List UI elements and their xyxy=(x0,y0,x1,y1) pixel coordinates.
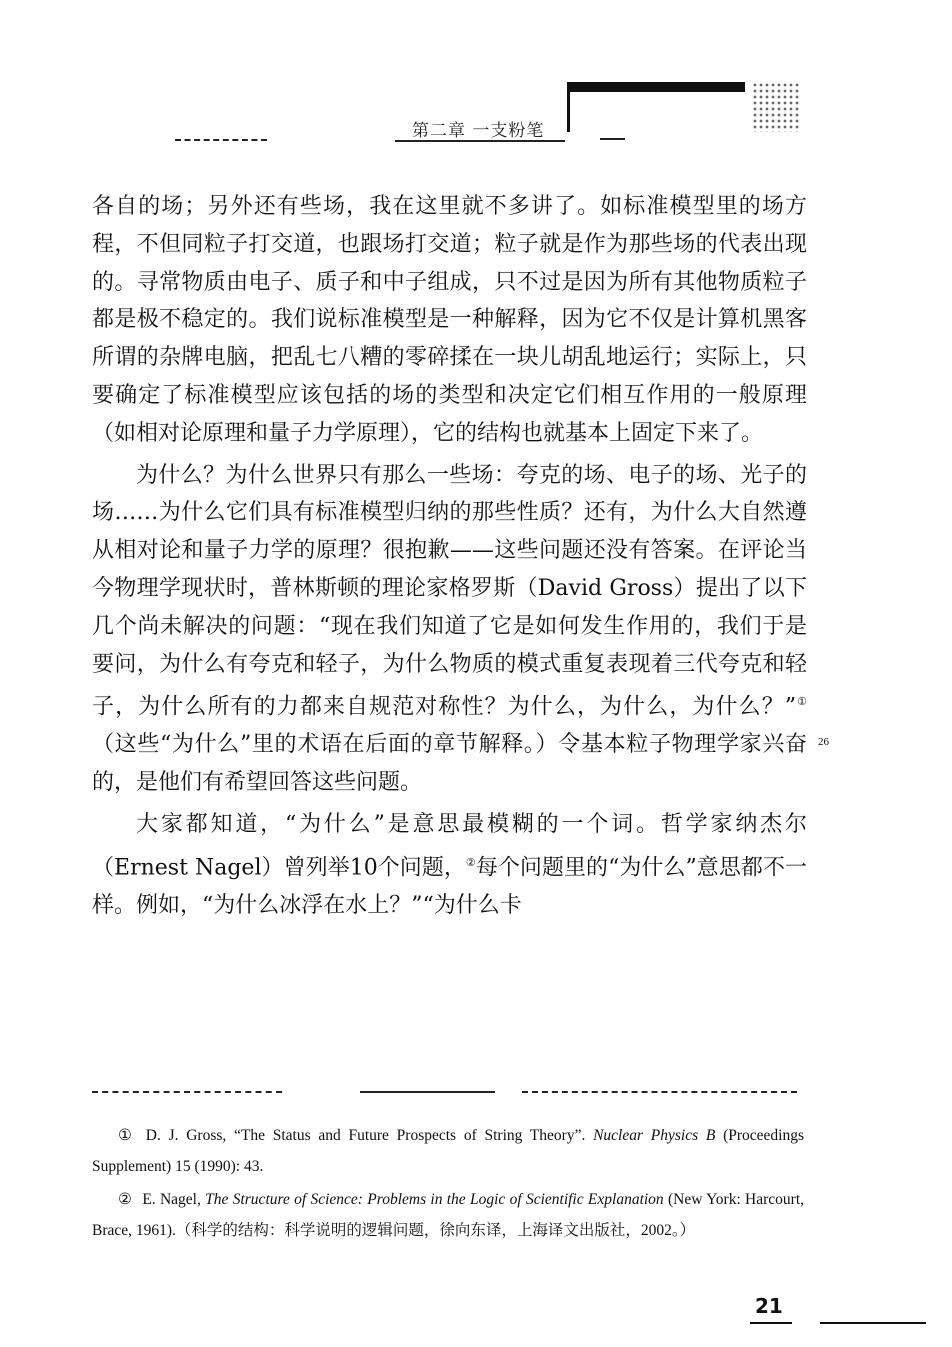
footnote-rule-3 xyxy=(522,1091,797,1093)
footnote-1-text-a: D. J. Gross, “The Status and Future Prospects of String Theory”. xyxy=(145,1127,586,1144)
decorative-bar xyxy=(567,82,745,92)
paragraph-3-text: 大家都知道，“为什么”是意思最模糊的一个词。哲学家纳杰尔（Ernest Nagel）曾列举10个问题， xyxy=(92,812,807,881)
paragraph-3-tail: 每个问题里的“为什么”意思都不一样。例如，“为什么冰浮在水上？”“为什么卡 xyxy=(92,855,807,918)
body-text xyxy=(92,188,807,925)
footnote-1-journal: Nuclear Physics B xyxy=(593,1127,716,1144)
paragraph-1: 各自的场；另外还有些场，我在这里就不多讲了。如标准模型里的场方程，不但同粒子打交道，也跟场打交道；粒子就是作为那些场的代表出现的。寻常物质由电子、质子和中子组成，只不过是因为所有其他物质粒子都是极不稳定的。我们说标准模型是一种解释，因为它不仅是计算机黑客所谓的杂牌电脑，把乱七八糟的零碎揉在一块儿胡乱地运行；实际上，只要确定了标准模型应该包括的场的类型和决定它们相互作用的一般原理（如相对论原理和量子力学原理），它的结构也就基本上固定下来了。 xyxy=(92,194,807,446)
header-rule-left xyxy=(175,139,267,141)
margin-number: 26 xyxy=(818,736,829,748)
paragraph-2 xyxy=(92,457,807,803)
footnote-ref-1: ① xyxy=(796,695,807,709)
decorative-bar-drop xyxy=(567,82,570,132)
paragraph-3 xyxy=(92,806,807,925)
page-number: 21 xyxy=(755,1294,783,1318)
paragraph-2-text: 为什么？为什么世界只有那么一些场：夸克的场、电子的场、光子的场……为什么它们具有标准模型归纳的那些性质？还有，为什么大自然遵从相对论和量子力学的原理？很抱歉——这些问题还没有答案。在评论当今物理学现状时，普林斯顿的理论家格罗斯（David Gross）提出了以下几个尚未解决的问题：“现在我们知道了它是如何发生作用的，我们于是要问，为什么有夸克和轻子，为什么物质的模式重复表现着三代夸克和轻子，为什么所有的力都来自规范对称性？为什么，为什么，为什么？” xyxy=(92,462,807,720)
footnote-2-mark: ② xyxy=(118,1191,133,1208)
footnote-1-text-b: (Proceedings Supplement) 15 (1990): 43. xyxy=(92,1127,804,1175)
footnote-2-title: The Structure of Science: Problems in the Logic of Scientific Explanation xyxy=(205,1191,664,1208)
footnotes xyxy=(92,1120,804,1248)
footnote-1-mark: ① xyxy=(118,1127,136,1144)
header-rule-right xyxy=(600,138,625,140)
page-number-rule-right xyxy=(820,1322,926,1324)
footnote-2-text-a: E. Nagel, xyxy=(142,1191,201,1208)
page-number-rule xyxy=(750,1322,792,1324)
footnote-2-text-b: (New York: Harcourt, Brace, 1961).（科学的结构：科学说明的逻辑问题，徐向东译，上海译文出版社，2002。） xyxy=(92,1191,805,1239)
footnote-ref-2: ② xyxy=(465,855,476,869)
footnote-rule-2 xyxy=(360,1091,495,1093)
paragraph-2-tail: （这些“为什么”里的术语在后面的章节解释。）令基本粒子物理学家兴奋的，是他们有希望回答这些问题。 xyxy=(92,732,807,796)
running-head: 第二章 一支粉笔 xyxy=(412,121,545,141)
footnote-1 xyxy=(92,1120,804,1182)
dotted-ornament xyxy=(752,82,800,132)
footnote-2 xyxy=(92,1184,804,1246)
footnote-rule-1 xyxy=(92,1091,282,1093)
